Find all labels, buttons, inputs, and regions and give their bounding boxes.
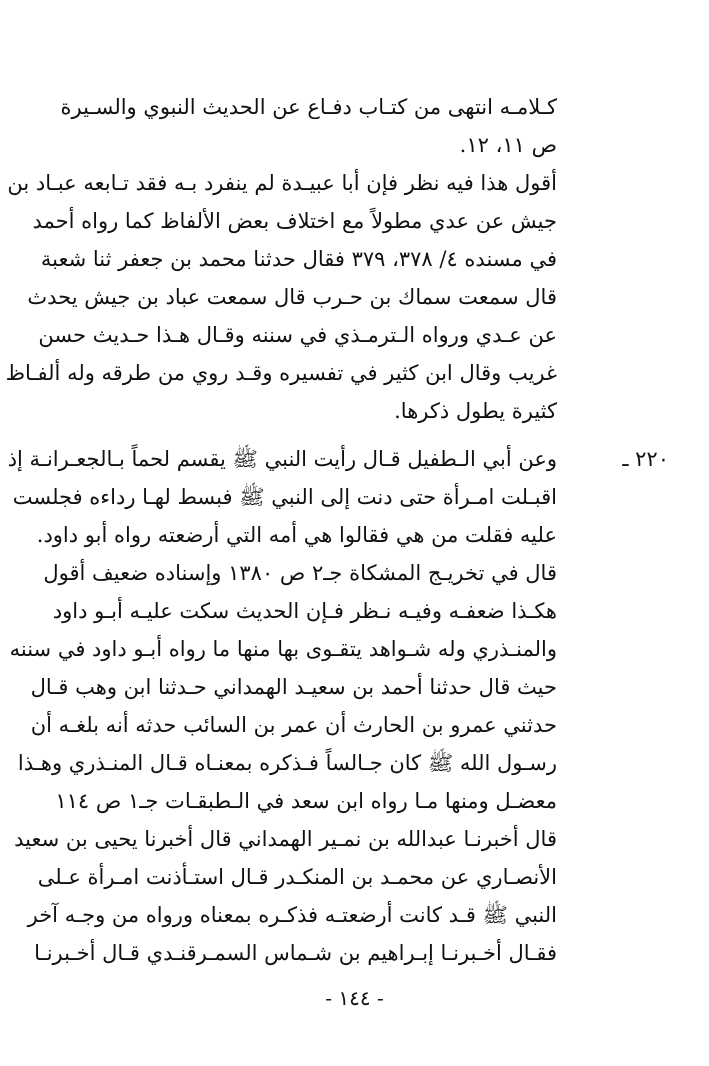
- text-line: حيث قال حدثنا أحمد بن سعيـد الهمداني حـدثنا ابن وهب قـال: [30, 675, 557, 699]
- text-line: كـلامـه انتهى من كتـاب دفـاع عن الحديث النبوي والسـيرة: [60, 95, 557, 119]
- text-line: غريب وقال ابن كثير في تفسيره وقـد روي من طرقه وله ألفـاظ: [5, 361, 557, 385]
- text-line: حدثني عمرو بن الحارث أن عمر بن السائب حدثه أنه بلغـه أن: [30, 713, 557, 737]
- text-line: ص ١١، ١٢.: [459, 133, 557, 157]
- text-line: كثيرة يطول ذكرها.: [394, 399, 557, 423]
- text-line: قال سمعت سماك بن حـرب قال سمعت عباد بن جيش يحدث: [27, 285, 557, 309]
- text-line: وعن أبي الـطفيل قـال رأيت النبي ﷺ يقسم لحماً بـالجعـرانـة إذ: [7, 447, 557, 471]
- text-line: النبي ﷺ قـد كانت أرضعتـه فذكـره بمعناه ورواه من وجـه آخر: [27, 903, 557, 927]
- text-line: جيش عن عدي مطولاً مع اختلاف بعض الألفاظ كما رواه أحمد: [32, 209, 557, 233]
- text-line: قال في تخريـج المشكاة جـ٢ ص ١٣٨٠ وإسناده ضعيف أقول: [43, 561, 557, 585]
- text-line: في مسنده ٤/ ٣٧٨، ٣٧٩ فقال حدثنا محمد بن جعفر ثنا شعبة: [40, 247, 557, 271]
- page-number: - ١٤٤ -: [325, 986, 384, 1010]
- text-line: أقول هذا فيه نظر فإن أبا عبيـدة لم ينفرد بـه فقد تـابعه عبـاد بن: [7, 171, 557, 195]
- text-line: معضـل ومنها مـا رواه ابن سعد في الـطبقـات جـ١ ص ١١٤: [55, 789, 557, 813]
- text-line: الأنصـاري عن محمـد بن المنكـدر قـال استـأذنت امـرأة عـلى: [37, 865, 557, 889]
- hadith-number: ٢٢٠ ـ: [622, 447, 669, 471]
- text-line: عن عـدي ورواه الـترمـذي في سننه وقـال هـذا حـديث حسن: [38, 323, 557, 347]
- text-line: فقـال أخـبرنـا إبـراهيم بن شـماس السمـرقنـدي قـال أخـبرنـا: [34, 941, 557, 965]
- text-line: هكـذا ضعفـه وفيـه نـظر فـإن الحديث سكت عليـه أبـو داود: [52, 599, 557, 623]
- text-line: والمنـذري وله شـواهد يتقـوى بها منها ما رواه أبـو داود في سننه: [9, 637, 557, 661]
- text-line: اقبـلت امـرأة حتى دنت إلى النبي ﷺ فبسط لهـا رداءه فجلست: [12, 485, 557, 509]
- text-line: رسـول الله ﷺ كان جـالساً فـذكره بمعنـاه قـال المنـذري وهـذا: [17, 751, 557, 775]
- text-line: عليه فقلت من هي فقالوا هي أمه التي أرضعته رواه أبو داود.: [36, 523, 557, 547]
- text-line: قال أخبرنـا عبدالله بن نمـير الهمداني قال أخبرنا يحيى بن سعيد: [14, 827, 557, 851]
